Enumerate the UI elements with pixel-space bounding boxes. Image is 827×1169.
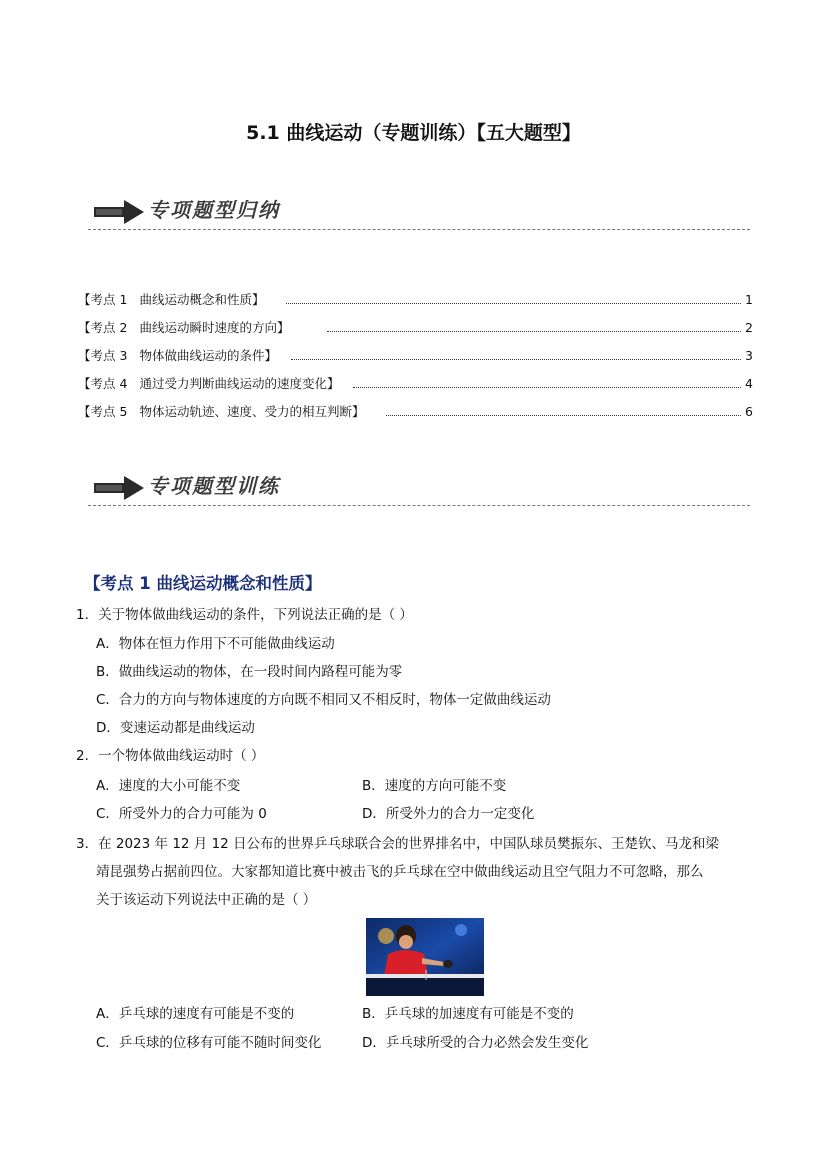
toc-item[interactable]: 【考点 4 通过受力判断曲线运动的速度变化】 4 — [78, 376, 753, 391]
page-title: 5.1 曲线运动（专题训练）【五大题型】 — [246, 122, 581, 144]
divider — [88, 505, 750, 506]
toc-item[interactable]: 【考点 1 曲线运动概念和性质】 1 — [78, 292, 753, 307]
question-2-stem: 2．一个物体做曲线运动时（ ） — [76, 748, 265, 764]
arrow-right-icon — [94, 198, 146, 226]
banner-text: 专项题型训练 — [148, 474, 280, 498]
q2-option-c[interactable]: C．所受外力的合力可能为 0 — [96, 806, 267, 822]
q1-option-a[interactable]: A．物体在恒力作用下不可能做曲线运动 — [96, 636, 335, 652]
q1-option-b[interactable]: B．做曲线运动的物体，在一段时间内路程可能为零 — [96, 664, 403, 680]
question-3-stem-line3: 关于该运动下列说法中正确的是（ ） — [96, 892, 317, 908]
section-banner-training — [88, 466, 750, 506]
q2-option-a[interactable]: A．速度的大小可能不变 — [96, 778, 241, 794]
q2-option-d[interactable]: D．所受外力的合力一定变化 — [362, 806, 535, 822]
banner-text: 专项题型归纳 — [148, 198, 280, 222]
toc-page-number: 1 — [745, 292, 753, 307]
toc-page-number: 4 — [745, 376, 753, 391]
q3-option-a[interactable]: A．乒乓球的速度有可能是不变的 — [96, 1006, 295, 1022]
question-1-stem: 1．关于物体做曲线运动的条件，下列说法正确的是（ ） — [76, 607, 413, 623]
divider — [88, 229, 750, 230]
q2-option-b[interactable]: B．速度的方向可能不变 — [362, 778, 507, 794]
section-banner-summary — [88, 190, 750, 230]
question-3-stem-line2: 靖昆强势占据前四位。大家都知道比赛中被击飞的乒乓球在空中做曲线运动且空气阻力不可忽略，那么 — [96, 864, 704, 880]
question-3-stem-line1: 3．在 2023 年 12 月 12 日公布的世界乒乓球联合会的世界排名中，中国队球员樊振东、王楚钦、马龙和梁 — [76, 836, 720, 852]
toc-item[interactable]: 【考点 5 物体运动轨迹、速度、受力的相互判断】 6 — [78, 404, 753, 419]
toc-page-number: 2 — [745, 320, 753, 335]
q1-option-c[interactable]: C．合力的方向与物体速度的方向既不相同又不相反时，物体一定做曲线运动 — [96, 692, 551, 708]
section-heading: 【考点 1 曲线运动概念和性质】 — [84, 574, 322, 593]
arrow-right-icon — [94, 474, 146, 502]
q1-option-d[interactable]: D．变速运动都是曲线运动 — [96, 720, 255, 736]
toc-item[interactable]: 【考点 2 曲线运动瞬时速度的方向】 2 — [78, 320, 753, 335]
table-tennis-photo — [366, 918, 484, 996]
toc-item[interactable]: 【考点 3 物体做曲线运动的条件】 3 — [78, 348, 753, 363]
q3-option-b[interactable]: B．乒乓球的加速度有可能是不变的 — [362, 1006, 574, 1022]
q3-option-c[interactable]: C．乒乓球的位移有可能不随时间变化 — [96, 1035, 322, 1051]
toc-page-number: 3 — [745, 348, 753, 363]
toc-page-number: 6 — [745, 404, 753, 419]
q3-option-d[interactable]: D．乒乓球所受的合力必然会发生变化 — [362, 1035, 589, 1051]
